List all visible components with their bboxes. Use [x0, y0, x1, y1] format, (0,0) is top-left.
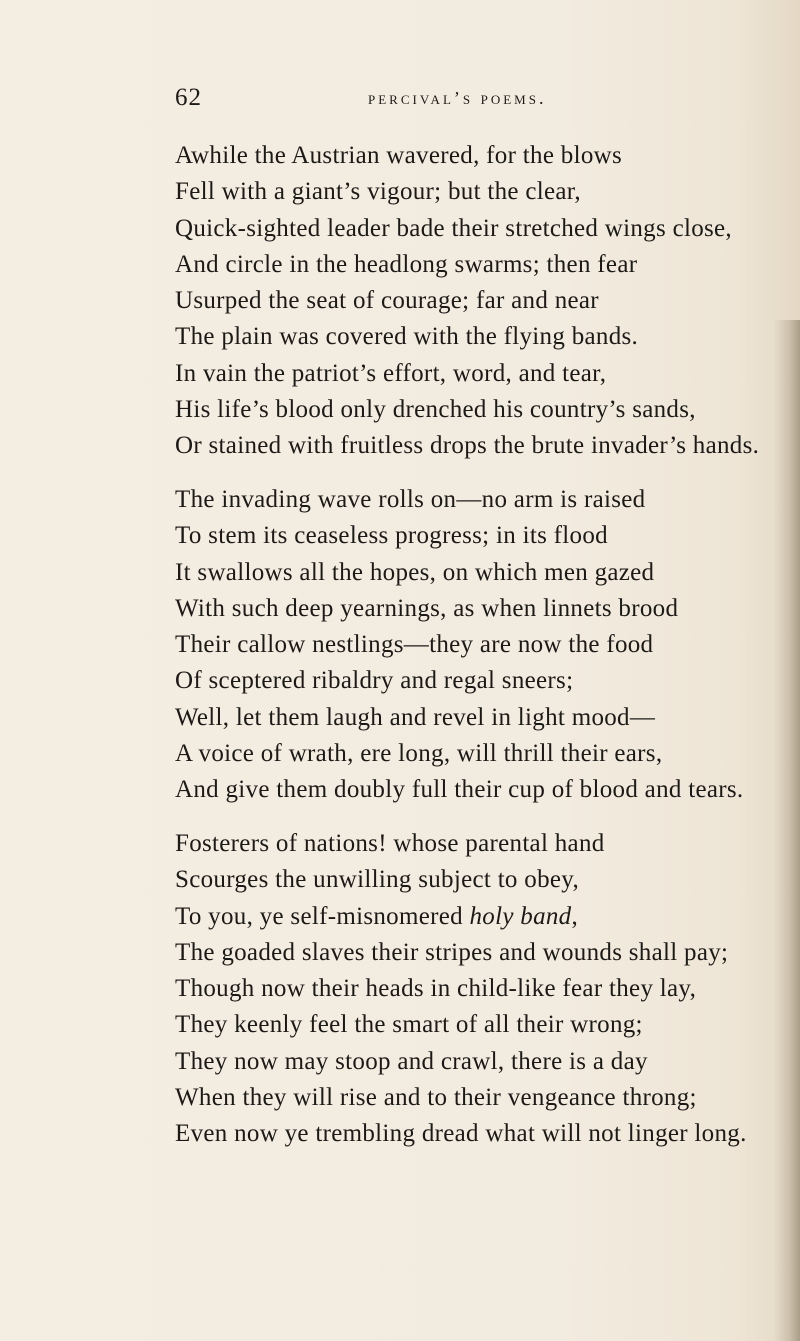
verse-line: The plain was covered with the flying bands.	[175, 323, 639, 351]
verse-line: They keenly feel the smart of all their wrong;	[175, 1011, 643, 1039]
verse-line: Even now ye trembling dread what will not linger long.	[175, 1120, 747, 1148]
page-number: 62	[175, 84, 202, 111]
verse-line: When they will rise and to their vengeance throng;	[175, 1084, 697, 1112]
verse-line: They now may stoop and crawl, there is a day	[175, 1047, 648, 1075]
running-head	[175, 84, 775, 114]
page-edge-shadow	[774, 320, 800, 1341]
verse-line: And circle in the headlong swarms; then fear	[175, 250, 638, 278]
verse-line: Well, let them laugh and revel in light mood—	[175, 703, 656, 731]
verse-line: In vain the patriot’s effort, word, and tear,	[175, 359, 607, 387]
running-title: percival’s poems.	[368, 88, 547, 108]
verse-line-with-italic	[175, 899, 775, 935]
verse-line: Fosterers of nations! whose parental hand	[175, 830, 605, 857]
verse-line: With such deep yearnings, as when linnets brood	[175, 594, 679, 622]
verse-line-start: To you, ye self-misnomered	[175, 902, 470, 930]
verse-line: To stem its ceaseless progress; in its flood	[175, 522, 608, 550]
italic-phrase: holy band	[469, 902, 572, 930]
verse-line: Quick-sighted leader bade their stretched wings close,	[175, 214, 732, 242]
verse-line: Though now their heads in child-like fear they lay,	[175, 975, 697, 1003]
stanza-3	[175, 826, 775, 1153]
verse-line: And give them doubly full their cup of blood and tears.	[175, 776, 744, 804]
verse-line: It swallows all the hopes, on which men gazed	[175, 558, 655, 586]
verse-line: Fell with a giant’s vigour; but the clear,	[175, 178, 581, 206]
stanza-1	[175, 138, 775, 465]
italic-suffix: ,	[571, 902, 579, 930]
verse-line: Of sceptered ribaldry and regal sneers;	[175, 667, 574, 695]
verse-line: The invading wave rolls on—no arm is raised	[175, 486, 646, 513]
verse-line: Usurped the seat of courage; far and near	[175, 287, 599, 315]
stanza-2	[175, 482, 775, 809]
verse-line: Their callow nestlings—they are now the food	[175, 631, 654, 659]
verse-line: Scourges the unwilling subject to obey,	[175, 866, 580, 894]
verse-line: A voice of wrath, ere long, will thrill their ears,	[175, 740, 663, 768]
verse-line: The goaded slaves their stripes and wounds shall pay;	[175, 938, 729, 966]
verse-line: Awhile the Austrian wavered, for the blows	[175, 142, 622, 169]
verse-line: His life’s blood only drenched his country’s sands,	[175, 396, 696, 424]
verse-line: Or stained with fruitless drops the brute invader’s hands.	[175, 432, 760, 460]
